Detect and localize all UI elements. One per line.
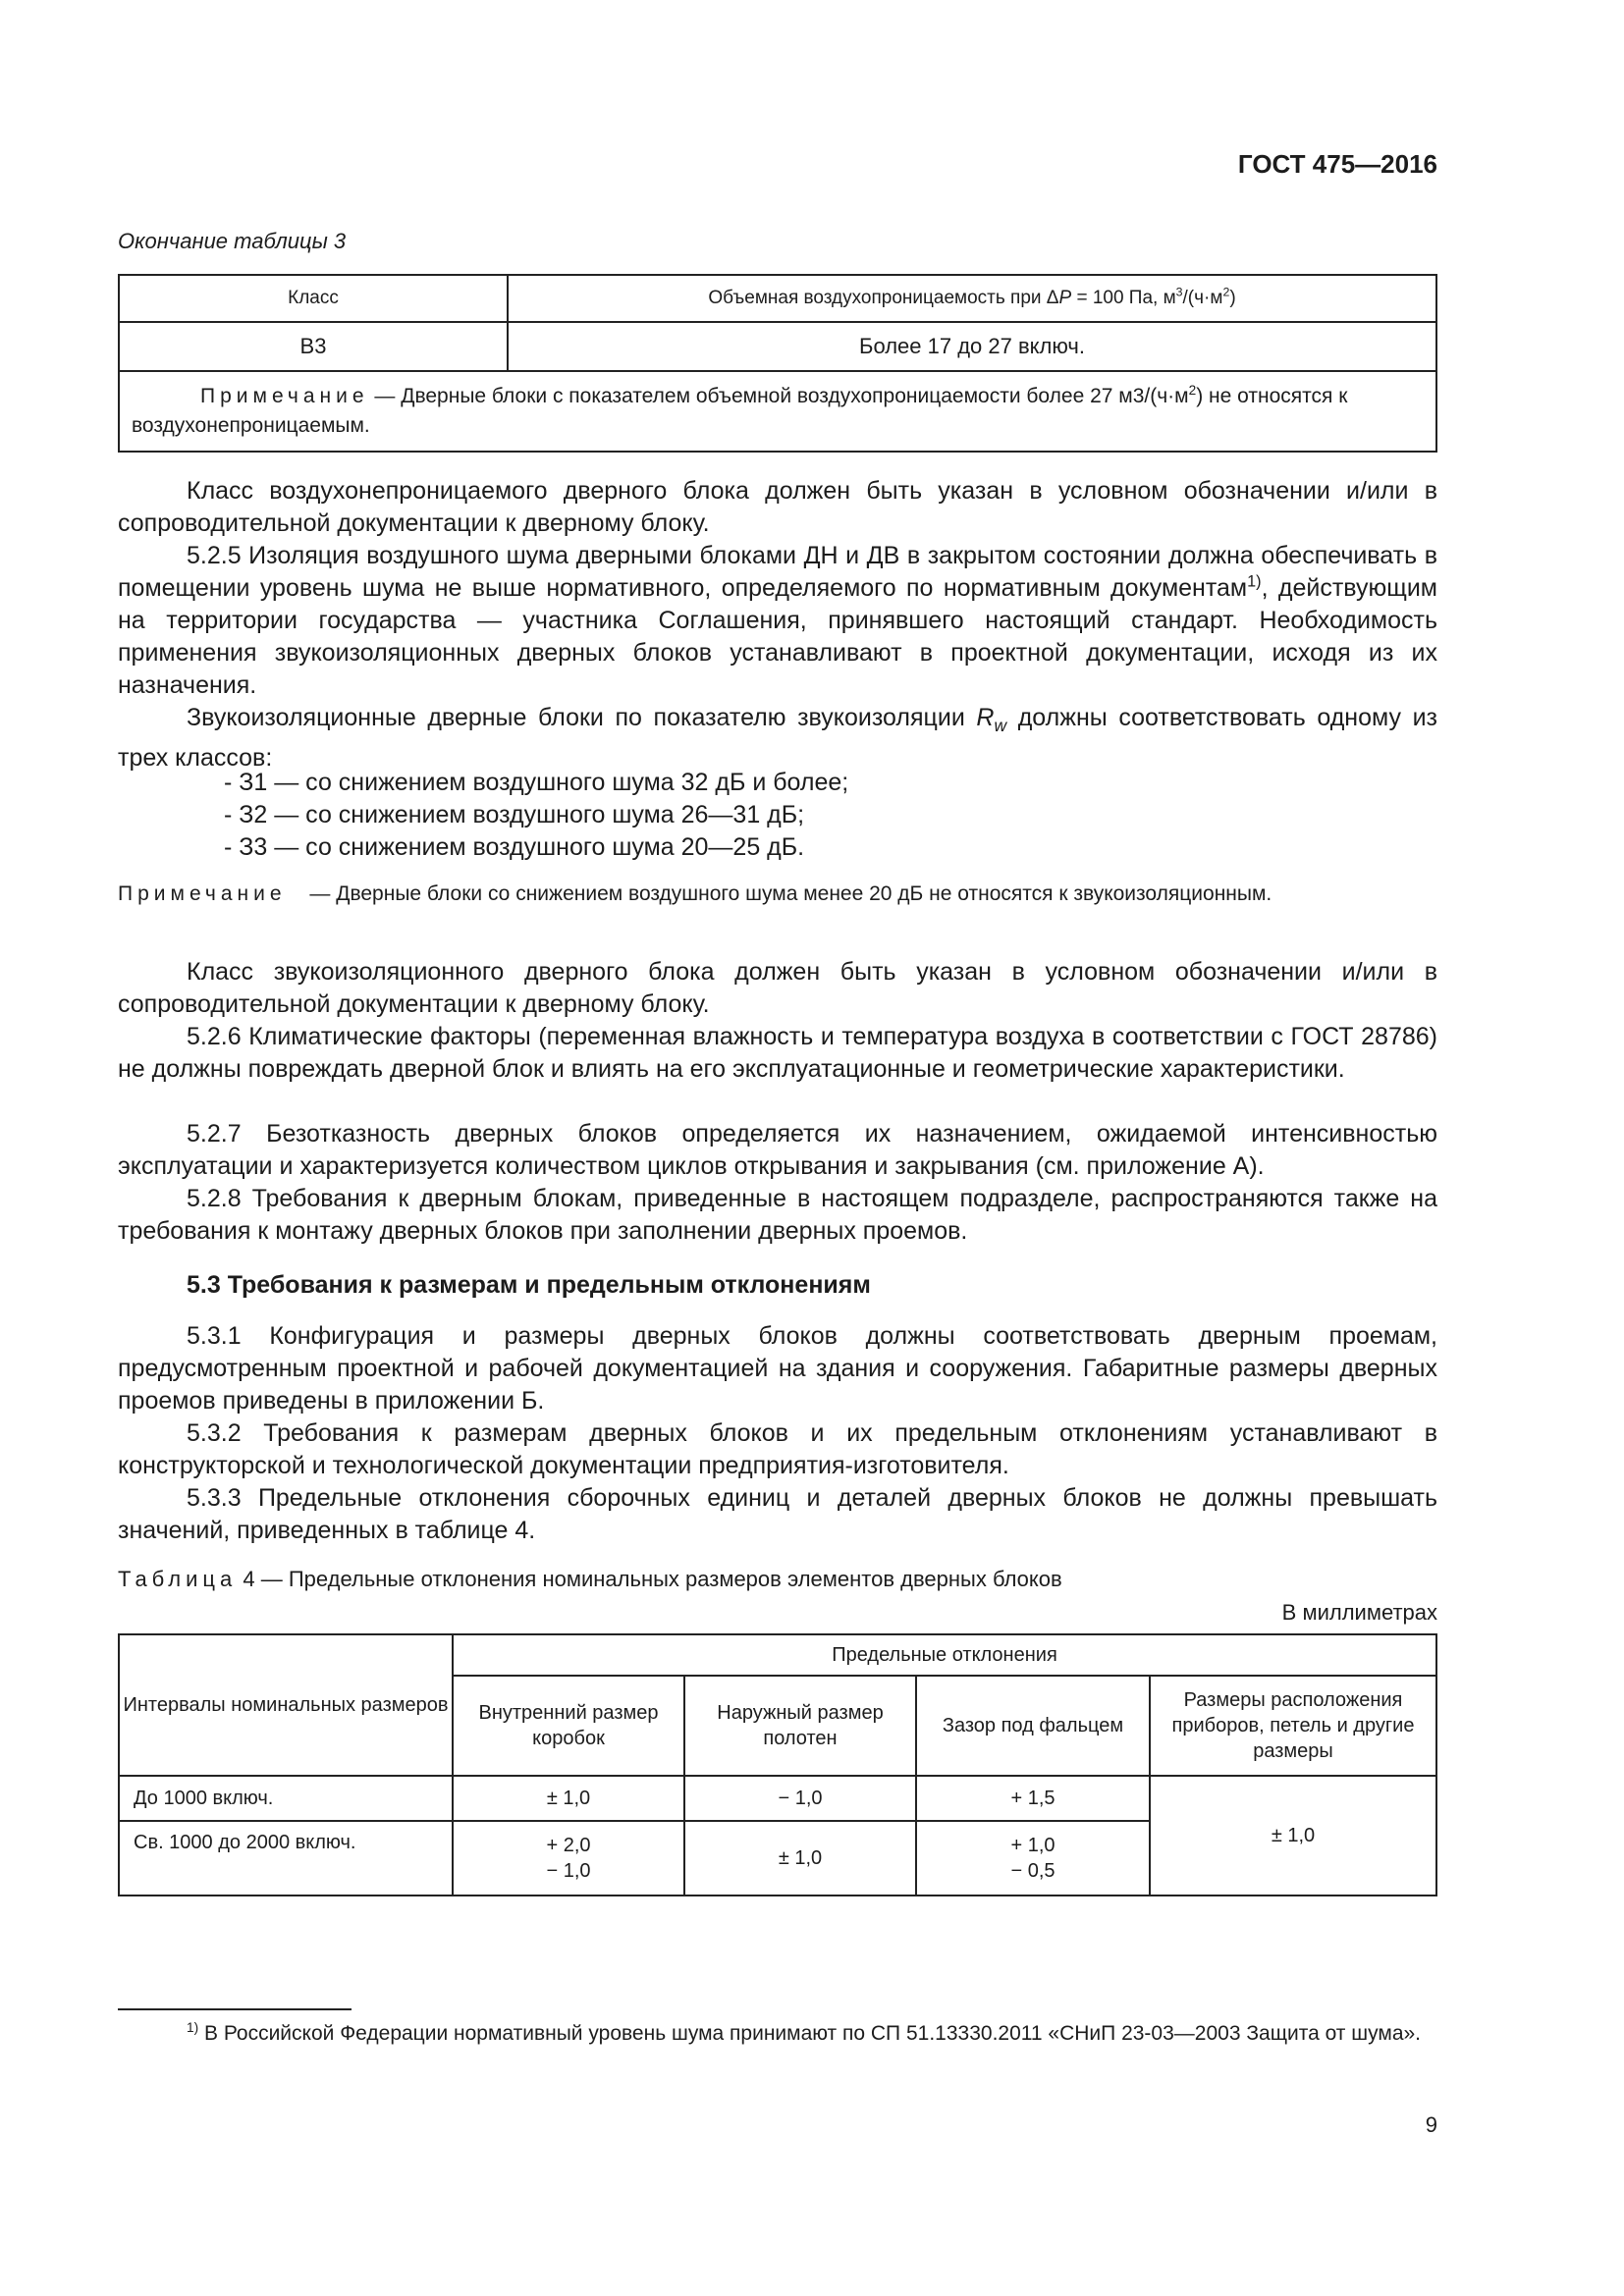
value-line: − 0,5 <box>1010 1860 1056 1882</box>
footnote-ref: 1) <box>1247 572 1262 591</box>
note-sound-insulation <box>118 879 1437 909</box>
paragraph-5-3-3: 5.3.3 Предельные отклонения сборочных единиц и деталей дверных блоков не должны превышать значений, приведенных в таблице 4. <box>118 1484 1437 1544</box>
paragraph-sound-classes <box>118 702 1437 774</box>
table4-cell-gap: + 1,5 <box>916 1776 1150 1821</box>
list-item-z1: - З1 — со снижением воздушного шума 32 дБ и более; <box>224 769 849 796</box>
note-label: Примечание <box>118 882 287 905</box>
text-span: Объемная воздухопроницаемость при Δ <box>708 288 1059 308</box>
table3-note <box>119 371 1436 452</box>
table4-cell-inner: ± 1,0 <box>453 1776 684 1821</box>
list-item-z2: - З2 — со снижением воздушного шума 26—31 дБ; <box>224 801 805 828</box>
table4-cell-gap <box>916 1821 1150 1896</box>
value-line: − 1,0 <box>546 1860 591 1882</box>
text-span: 5.2.5 Изоляция воздушного шума дверными блоками ДН и ДВ в закрытом состоянии должна обеспечивать в помещении уровень шума не выше нормативного, определяемого по нормативным документам <box>118 542 1437 602</box>
text-span: , действующим на территории государства — участника Соглашения, принявшего настоящий стандарт. Необходимость применения звукоизоляционных дверных блоков устанавливают в проектной документации, исходя из их назначения. <box>118 574 1437 699</box>
table4-cell-outer: ± 1,0 <box>684 1821 916 1896</box>
table4-header-other: Размеры расположения приборов, петель и другие размеры <box>1150 1676 1436 1776</box>
list-item-z3: - З3 — со снижением воздушного шума 20—25 дБ. <box>224 833 805 861</box>
table4-header-intervals: Интервалы номинальных размеров <box>119 1634 453 1776</box>
text-span: В Российской Федерации нормативный уровень шума принимают по СП 51.13330.2011 «СНиП 23-03—2003 Защита от шума». <box>198 2022 1422 2045</box>
note-label: Примечание <box>200 385 369 407</box>
paragraph-5-2-7: 5.2.7 Безотказность дверных блоков определяется их назначением, ожидаемой интенсивностью эксплуатации и характеризуется количеством циклов открывания и закрывания (см. приложение А). <box>118 1120 1437 1180</box>
table3-header-class: Класс <box>119 275 508 322</box>
table4-header-group: Предельные отклонения <box>453 1634 1436 1676</box>
text-span: — Дверные блоки со снижением воздушного шума менее 20 дБ не относятся к звукоизоляционным. <box>303 882 1272 905</box>
table-row <box>119 1776 1436 1821</box>
table-4 <box>118 1633 1437 1896</box>
superscript: 2 <box>1222 285 1230 299</box>
table3-continuation-caption: Окончание таблицы 3 <box>118 229 347 253</box>
table4-header-outer: Наружный размер полотен <box>684 1676 916 1776</box>
paragraph-5-2-8: 5.2.8 Требования к дверным блокам, приведенные в настоящем подразделе, распространяются также на требования к монтажу дверных блоков при заполнении дверных проемов. <box>118 1185 1437 1245</box>
document-page <box>118 0 1437 2296</box>
table3-cell-value: Более 17 до 27 включ. <box>508 322 1436 371</box>
table4-unit: В миллиметрах <box>1281 1600 1437 1625</box>
paragraph-5-3-1: 5.3.1 Конфигурация и размеры дверных блоков должны соответствовать дверным проемам, предусмотренным проектной и рабочей документацией на здания и сооружения. Габаритные размеры дверных проемов приведены в приложении Б. <box>118 1322 1437 1415</box>
table3-header-permeability <box>508 275 1436 322</box>
text-span: должны соответствовать одному из трех классов: <box>118 704 1437 772</box>
table4-cell-inner <box>453 1821 684 1896</box>
table4-cell-interval: Св. 1000 до 2000 включ. <box>119 1821 453 1896</box>
table4-cell-outer: − 1,0 <box>684 1776 916 1821</box>
text-span: /(ч·м <box>1182 288 1223 308</box>
text-span: P <box>1058 288 1072 308</box>
paragraph-sound-class-marking: Класс звукоизоляционного дверного блока должен быть указан в условном обозначении и/или в сопроводительной документации к дверному блоку. <box>118 958 1437 1018</box>
text-span: Звукоизоляционные дверные блоки по показателю звукоизоляции <box>187 704 977 731</box>
paragraph-airtight-class: Класс воздухонепроницаемого дверного блока должен быть указан в условном обозначении и/или в сопроводительной документации к дверному блоку. <box>118 477 1437 537</box>
superscript: 2 <box>1188 383 1197 398</box>
subscript: w <box>994 716 1007 735</box>
footnote-mark: 1) <box>187 2020 199 2035</box>
section-heading-5-3: 5.3 Требования к размерам и предельным отклонениям <box>187 1271 871 1299</box>
table3-cell-class: В3 <box>119 322 508 371</box>
text-span: ) не относятся к воздухонепроницаемым. <box>132 385 1348 437</box>
page-number: 9 <box>1425 2112 1437 2137</box>
footnote-divider <box>118 2008 352 2010</box>
text-span: — Дверные блоки с показателем объемной воздухопроницаемости более 27 м3/(ч·м <box>368 385 1189 407</box>
footnote <box>118 2018 1437 2049</box>
table4-header-gap: Зазор под фальцем <box>916 1676 1150 1776</box>
superscript: 3 <box>1175 285 1183 299</box>
text-span: R <box>976 704 995 731</box>
paragraph-5-2-5 <box>118 540 1437 702</box>
text-span: ) <box>1229 288 1236 308</box>
text-span: 4 — Предельные отклонения номинальных размеров элементов дверных блоков <box>237 1567 1062 1591</box>
paragraph-5-3-2: 5.3.2 Требования к размерам дверных блоков и их предельным отклонениям устанавливают в конструкторской и технологической документации предприятия-изготовителя. <box>118 1419 1437 1479</box>
paragraph-5-2-6: 5.2.6 Климатические факторы (переменная влажность и температура воздуха в соответствии с ГОСТ 28786) не должны повреждать дверной блок и влиять на его эксплуатационные и геометрические характеристики. <box>118 1023 1437 1083</box>
value-line: + 1,0 <box>1010 1835 1056 1856</box>
text-span: = 100 Па, м <box>1071 288 1176 308</box>
table4-caption <box>118 1567 1062 1592</box>
table4-cell-other: ± 1,0 <box>1150 1776 1436 1896</box>
value-line: + 2,0 <box>546 1835 591 1856</box>
document-id: ГОСТ 475—2016 <box>1237 149 1437 179</box>
table-3 <box>118 274 1437 453</box>
table4-cell-interval: До 1000 включ. <box>119 1776 453 1821</box>
table4-header-inner: Внутренний размер коробок <box>453 1676 684 1776</box>
caption-label: Таблица <box>118 1567 238 1591</box>
